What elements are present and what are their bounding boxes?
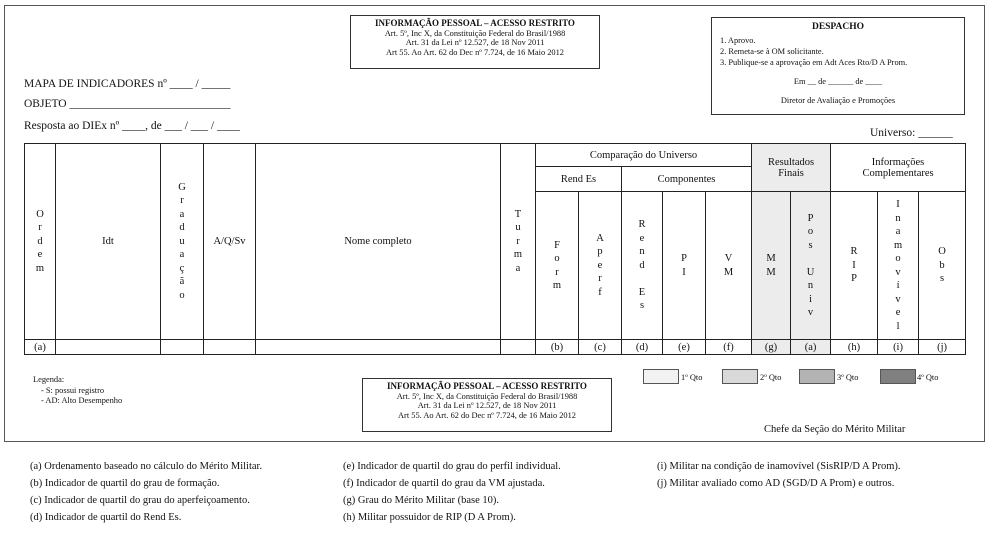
restricted-info-line: Art. 5º, Inc X, da Constituição Federal do Brasil/1988	[384, 28, 566, 38]
header-resultados: Resultados Finais	[752, 144, 831, 192]
column-label	[161, 340, 204, 355]
note-item: (f) Indicador de quartil do grau da VM ajustada.	[343, 478, 545, 489]
column-label	[501, 340, 536, 355]
despacho-item: 3. Publique-se a aprovação em Adt Aces Rto/D A Prom.	[720, 58, 908, 67]
despacho-item: 2. Remeta-se à OM solicitante.	[720, 47, 824, 56]
header-form: F o r m	[536, 192, 579, 340]
legend	[33, 375, 122, 407]
quartile-2-swatch	[722, 369, 758, 384]
note-item: (a) Ordenamento baseado no cálculo do Mérito Militar.	[30, 461, 263, 472]
header-ordem: O r d e m	[25, 144, 56, 340]
column-label	[256, 340, 501, 355]
legend-item: - S: possui registro	[41, 385, 105, 395]
header-turma: T u r m a	[501, 144, 536, 340]
chefe-signature: Chefe da Seção do Mérito Militar	[764, 424, 906, 435]
notes-column-1	[30, 458, 262, 526]
universo-line: Universo: ______	[870, 127, 953, 139]
despacho-date: Em __ de ______ de ____	[793, 77, 883, 86]
notes-column-3	[657, 458, 901, 492]
notes-column-2	[343, 458, 561, 526]
header-aperf: A p e r f	[579, 192, 622, 340]
restricted-info-title: INFORMAÇÃO PESSOAL – ACESSO RESTRITO	[375, 18, 575, 28]
note-item: (j) Militar avaliado como AD (SGD/D A Prom) e outros.	[657, 478, 895, 489]
column-label: (h)	[831, 340, 878, 355]
header-idt: Idt	[56, 144, 161, 340]
despacho-item: 1. Aprovo.	[720, 36, 756, 45]
note-item: (i) Militar na condição de inamovível (SisRIP/D A Prom).	[657, 461, 901, 472]
quartile-3-swatch	[799, 369, 835, 384]
column-label: (i)	[878, 340, 919, 355]
column-label: (c)	[579, 340, 622, 355]
header-informacoes: Informações Complementares	[831, 144, 966, 192]
header-comparacao: Comparação do Universo	[536, 144, 752, 167]
restricted-info-line: Art. 5º, Inc X, da Constituição Federal do Brasil/1988	[396, 391, 578, 401]
restricted-info-title: INFORMAÇÃO PESSOAL – ACESSO RESTRITO	[387, 381, 587, 391]
mapa-line: MAPA DE INDICADORES nº ____ / _____	[24, 78, 231, 90]
despacho-signer: Diretor de Avaliação e Promoções	[780, 96, 896, 105]
quartile-2-label: 2º Qto	[760, 373, 782, 382]
column-label: (a)	[25, 340, 56, 355]
despacho-title: DESPACHO	[811, 22, 865, 32]
legend-item: - AD: Alto Desempenho	[41, 396, 123, 405]
quartile-1-swatch	[643, 369, 679, 384]
column-label-row	[25, 340, 966, 355]
column-label: (e)	[663, 340, 706, 355]
column-label: (b)	[536, 340, 579, 355]
header-mm: M M	[752, 192, 791, 340]
restricted-info-line: Art. 31 da Lei nº 12.527, de 18 Nov 2011	[417, 401, 557, 411]
header-rendes: R e n d E s	[622, 192, 663, 340]
note-item: (b) Indicador de quartil do grau de formação.	[30, 478, 220, 489]
objeto-line: OBJETO ____________________________	[24, 98, 231, 110]
quartile-4-label: 4º Qto	[917, 373, 939, 382]
column-label	[204, 340, 256, 355]
quartile-4-swatch	[880, 369, 916, 384]
column-label: (a)	[791, 340, 831, 355]
column-label	[56, 340, 161, 355]
note-item: (c) Indicador de quartil do grau do aperfeiçoamento.	[30, 495, 250, 506]
header-pi: P I	[663, 192, 706, 340]
restricted-info-line: Art. 31 da Lei nº 12.527, de 18 Nov 2011	[405, 38, 545, 48]
restricted-info-box-bottom	[362, 378, 612, 432]
restricted-info-box-top	[350, 15, 600, 69]
restricted-info-line: Art 55. Ao Art. 62 do Dec nº 7.724, de 16 Maio 2012	[398, 410, 576, 420]
quartile-3-label: 3º Qto	[837, 373, 859, 382]
header-graduacao: G r a d u a ç ã o	[161, 144, 204, 340]
header-rip: R I P	[831, 192, 878, 340]
note-item: (e) Indicador de quartil do grau do perfil individual.	[343, 461, 561, 472]
legend-title: Legenda:	[33, 375, 65, 384]
column-label: (j)	[919, 340, 966, 355]
header-posuniv: P o s U n i v	[791, 192, 831, 340]
note-item: (d) Indicador de quartil do Rend Es.	[30, 512, 182, 523]
column-label: (g)	[752, 340, 791, 355]
quartile-1-label: 1º Qto	[681, 373, 703, 382]
header-aqsv: A/Q/Sv	[204, 144, 256, 340]
header-obs: O b s	[919, 192, 966, 340]
indicators-table	[24, 143, 966, 355]
note-item: (h) Militar possuidor de RIP (D A Prom).	[343, 512, 516, 523]
header-vm: V M	[706, 192, 752, 340]
header-inamovivel: I n a m o v í v e l	[878, 192, 919, 340]
header-nome: Nome completo	[256, 144, 501, 340]
column-label: (d)	[622, 340, 663, 355]
resposta-line: Resposta ao DIEx nº ____, de ___ / ___ / ____	[24, 120, 240, 132]
despacho-box	[711, 17, 965, 115]
restricted-info-line: Art 55. Ao Art. 62 do Dec nº 7.724, de 16 Maio 2012	[386, 47, 564, 57]
header-rend-es: Rend Es	[536, 167, 622, 192]
column-label: (f)	[706, 340, 752, 355]
header-componentes: Componentes	[622, 167, 752, 192]
note-item: (g) Grau do Mérito Militar (base 10).	[343, 495, 499, 506]
